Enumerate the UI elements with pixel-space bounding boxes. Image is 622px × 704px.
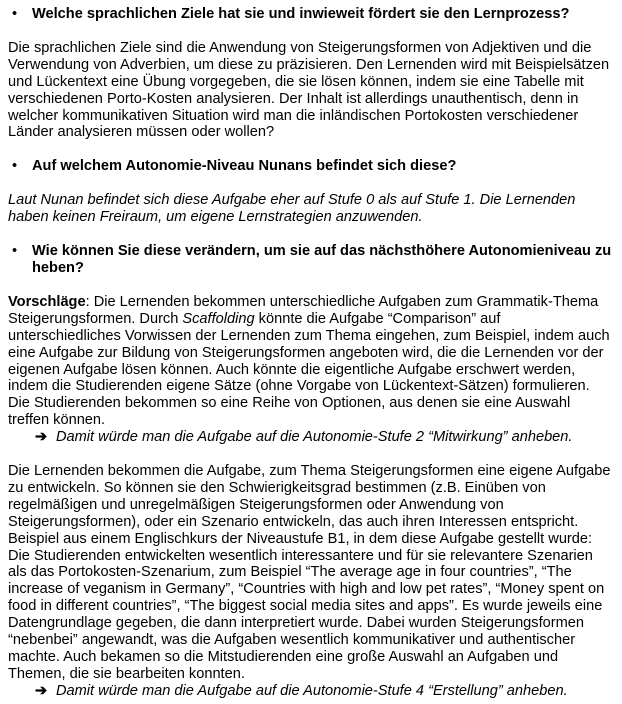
question-3 [8,243,612,277]
answer-3-part-2: könnte die Aufgabe “Comparison” auf unterschiedliches Vorwissen der Lernenden zum Thema eingehen, zum Beispiel, indem auch eine Aufgabe zur Bildung von Steigerungsformen angeboten wird, die die Lernenden vor der eigenen Aufgabe lösen können. Auch könnte die eigentliche Aufgabe erschwert werden, indem die Studierenden eigene Sätze (ohne Vorgabe von Lückentext-Sätzen) formulieren. Die Studierenden bekommen so eine Reihe von Optionen, aus denen sie eine Auswahl treffen können. [8,310,610,429]
answer-3-part-1: : Die Lernenden bekommen unterschiedliche Aufgaben zum Grammatik-Thema Steigerungsformen. Durch [8,293,599,327]
conclusion-1-text: Damit würde man die Aufgabe auf die Autonomie-Stufe 2 “Mitwirkung” anheben. [56,429,573,446]
question-1 [8,6,612,23]
arrow-right-icon: ➔ [35,429,48,446]
answer-4: Die Lernenden bekommen die Aufgabe, zum Thema Steigerungsformen eine eigene Aufgabe zu entwickeln. So können sie den Schwierigkeitsgrad bestimmen (z.B. Einüben von regelmäßigen und unregelmäßigen Steigerungsformen oder Anwendung von Steigerungsformen), oder ein Szenario entwickeln, das auch ihren Interessen entspricht. Beispiel aus einem Englischkurs der Niveaustufe B1, in dem diese Aufgabe gestellt wurde: Die Studierenden entwickelten wesentlich interessantere und für sie relevantere Szenarien als das Portokosten-Szenarium, zum Beispiel “The average age in four countries”, “The increase of veganism in Germany”, “Countries with high and low pet rates”, “Money spent on food in different countries”, “The biggest social media sites and apps”. Es wurde jeweils eine Datengrundlage gegeben, die dann interpretiert wurde. Dabei wurden Steigerungsformen “nebenbei” angewandt, was die Aufgaben wesentlich kommunikativer und authentischer machte. Auch bekamen so die Mitstudierenden eine große Auswahl an Aufgaben und Themen, die sie bearbeiten konnten. [8,463,611,682]
suggestions-label: Vorschläge [8,293,86,310]
scaffolding-term: Scaffolding [182,310,255,327]
answer-3 [8,294,612,429]
conclusion-2 [8,683,612,700]
question-2-text: Auf welchem Autonomie-Niveau Nunans befindet sich diese? [32,158,457,175]
question-2 [8,158,612,175]
bullet-icon: • [12,243,18,260]
question-3-text: Wie können Sie diese verändern, um sie auf das nächsthöhere Autonomieniveau zu heben? [32,243,612,276]
arrow-right-icon: ➔ [35,682,48,699]
bullet-icon: • [12,158,18,175]
answer-2: Laut Nunan befindet sich diese Aufgabe eher auf Stufe 0 als auf Stufe 1. Die Lernenden haben keinen Freiraum, um eigene Lernstrategien anzuwenden. [8,192,576,226]
question-1-text: Welche sprachlichen Ziele hat sie und inwieweit fördert sie den Lernprozess? [32,6,570,22]
answer-1: Die sprachlichen Ziele sind die Anwendung von Steigerungsformen von Adjektiven und die Verwendung von Adverbien, um diese zu präzisieren. Den Lernenden wird mit Beispielsätzen und Lückentext eine Übung vorgegeben, die sie lösen können, indem sie eine Tabelle mit verschiedenen Porto-Kosten analysieren. Der Inhalt ist allerdings unauthentisch, denn in welcher kommunikativen Situation wird man die inländischen Portokosten verschiedener Länder analysieren müssen oder wollen? [8,39,610,141]
conclusion-1 [8,429,612,446]
conclusion-2-text: Damit würde man die Aufgabe auf die Autonomie-Stufe 4 “Erstellung” anheben. [56,682,568,699]
bullet-icon: • [12,6,18,22]
